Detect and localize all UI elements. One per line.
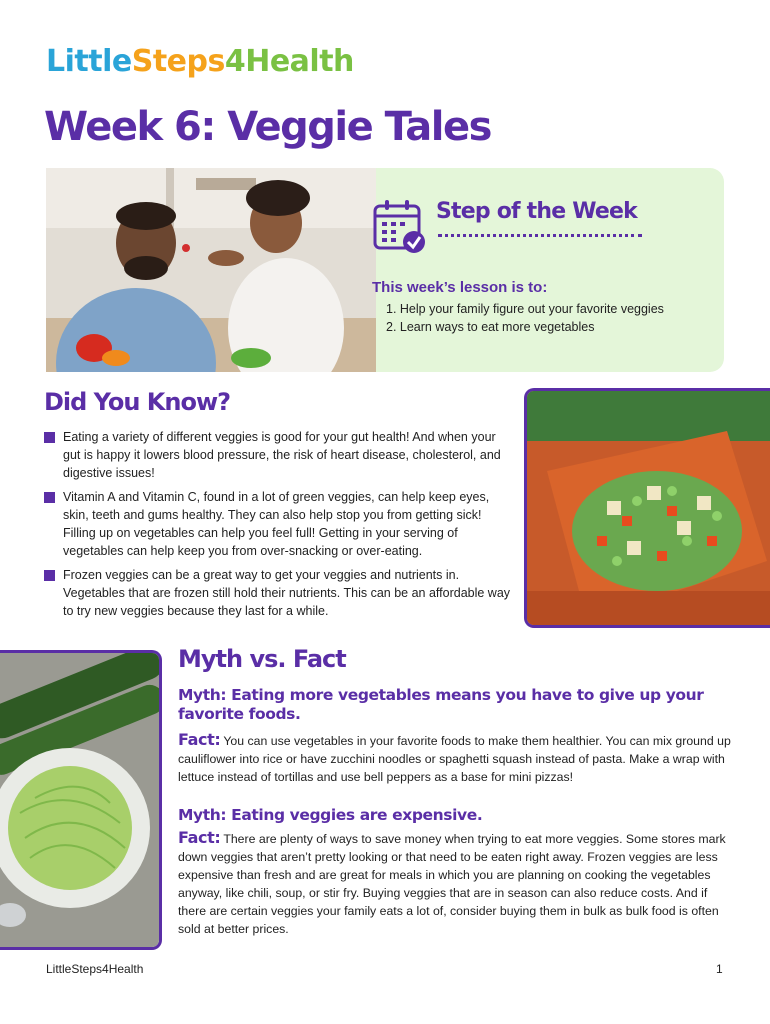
bullet-square-icon bbox=[44, 570, 55, 581]
did-you-know-title: Did You Know? bbox=[44, 388, 231, 416]
fact-paragraph bbox=[178, 829, 738, 938]
list-item-text: Frozen veggies can be a great way to get your veggies and nutrients in. Vegetables that are frozen still hold their nutrients. This can be an affordable way to try new veggies because they last for a while. bbox=[63, 568, 511, 618]
bullet-square-icon bbox=[44, 432, 55, 443]
frozen-veggies-photo bbox=[524, 388, 770, 628]
list-item bbox=[44, 566, 514, 620]
fact-label: Fact: bbox=[178, 828, 221, 847]
fact-text: You can use vegetables in your favorite foods to make them healthier. You can mix ground up cauliflower into rice or have zucchini noodles or spaghetti squash instead of pasta. Make a wrap with lettuce instead of tortillas and use bell peppers as a base for mini pizzas! bbox=[178, 734, 731, 784]
logo-part-little: Little bbox=[46, 44, 132, 79]
footer-brand: LittleSteps4Health bbox=[46, 962, 144, 976]
logo-part-4health: 4Health bbox=[224, 44, 354, 79]
fact-paragraph bbox=[178, 731, 738, 786]
zucchini-noodles-photo bbox=[0, 650, 162, 950]
myth-vs-fact-title: Myth vs. Fact bbox=[178, 645, 346, 673]
page-title: Week 6: Veggie Tales bbox=[44, 104, 491, 150]
fact-text: There are plenty of ways to save money when trying to eat more veggies. Some stores mark down veggies that aren’t pretty looking or that need to be eaten right away. Frozen veggies are less expensive than fresh and are great for meals in which you are planning on cooking the vegetables anyway, like chili, soup, or stir fry. Buying veggies that are in season can also reduce costs. And if there are certain veggies your family eats a lot of, consider buying them in bulk as bulk food is often sold at better prices. bbox=[178, 832, 726, 936]
hero-photo-father-daughter bbox=[46, 168, 376, 372]
myth-heading: Myth: Eating more vegetables means you have to give up your favorite foods. bbox=[178, 686, 704, 723]
list-item bbox=[44, 488, 514, 560]
lesson-item: 2. Learn ways to eat more vegetables bbox=[386, 320, 595, 334]
lesson-item: 1. Help your family figure out your favorite veggies bbox=[386, 302, 664, 316]
calendar-check-icon bbox=[372, 198, 428, 256]
lesson-list bbox=[386, 300, 664, 336]
brand-logo bbox=[46, 44, 354, 79]
dotted-divider bbox=[438, 234, 642, 237]
list-item-text: Vitamin A and Vitamin C, found in a lot of green veggies, can help keep eyes, skin, teeth and gums healthy. They can also help stop you from getting sick! Filling up on vegetables can help you feel full! Getting in your serving of vegetables can help keep you from over-snacking or over-eating. bbox=[63, 490, 490, 558]
lesson-heading: This week’s lesson is to: bbox=[372, 279, 548, 296]
did-you-know-list bbox=[44, 428, 514, 626]
list-item bbox=[44, 428, 514, 482]
step-of-week-title: Step of the Week bbox=[436, 199, 637, 224]
fact-label: Fact: bbox=[178, 730, 221, 749]
page-number: 1 bbox=[716, 962, 723, 976]
list-item-text: Eating a variety of different veggies is good for your gut health! And when your gut is happy it lowers blood pressure, the risk of heart disease, cholesterol, and digestive issues! bbox=[63, 430, 501, 480]
bullet-square-icon bbox=[44, 492, 55, 503]
logo-part-steps: Steps bbox=[131, 44, 225, 79]
myth-heading: Myth: Eating veggies are expensive. bbox=[178, 806, 483, 824]
